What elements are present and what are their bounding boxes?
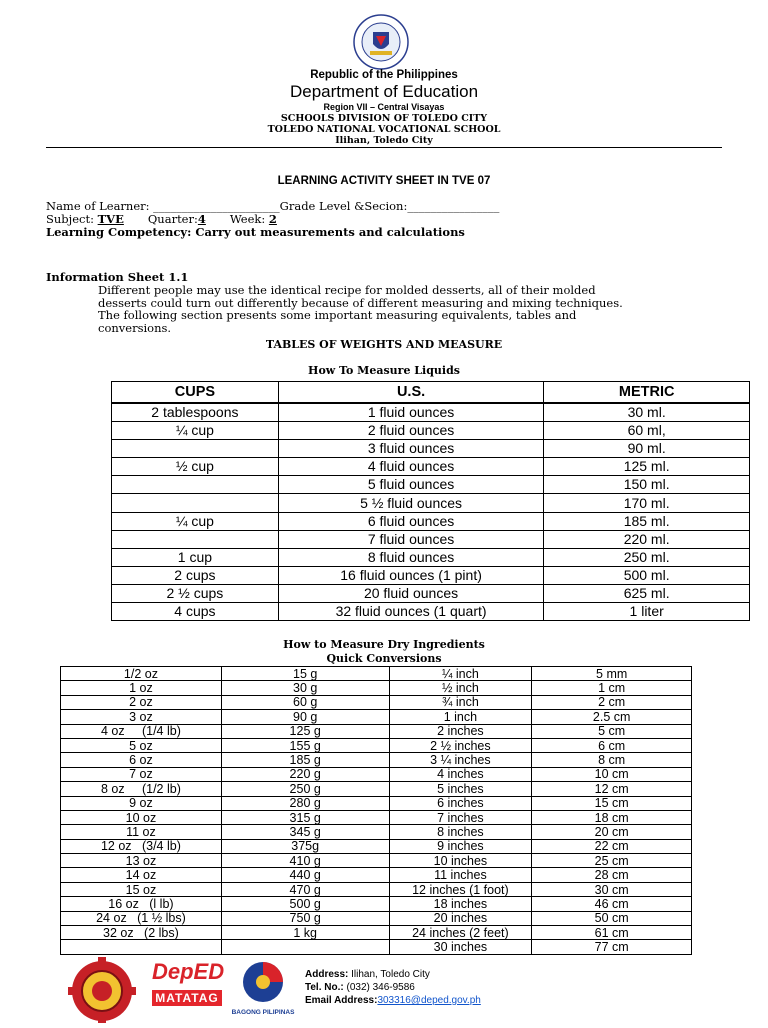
cups-cell: 2 ½ cups	[112, 584, 279, 602]
oz-cell: 8 oz (1/2 lb)	[61, 782, 222, 796]
oz-cell: 5 oz	[61, 738, 222, 752]
oz-cell: 13 oz	[61, 854, 222, 868]
table-row	[112, 440, 750, 458]
quarter-value: 4	[197, 212, 206, 226]
column-header-metric: METRIC	[544, 382, 750, 404]
table-row	[112, 512, 750, 530]
gram-cell: 750 g	[221, 911, 389, 925]
table-row	[61, 854, 692, 868]
metric-cell: 90 ml.	[544, 440, 750, 458]
cm-cell: 2.5 cm	[532, 710, 692, 724]
name-field	[46, 199, 499, 213]
oz-cell: 2 oz	[61, 695, 222, 709]
bagong-pilipinas-logo	[228, 958, 298, 1018]
oz-cell: 1 oz	[61, 681, 222, 695]
info-paragraph	[98, 284, 623, 334]
cm-cell: 6 cm	[532, 738, 692, 752]
inch-cell: 11 inches	[389, 868, 532, 882]
oz-cell: 15 oz	[61, 882, 222, 896]
table-row	[61, 782, 692, 796]
metric-cell: 1 liter	[544, 603, 750, 621]
metric-cell: 250 ml.	[544, 548, 750, 566]
table-row	[61, 710, 692, 724]
school-line: TOLEDO NATIONAL VOCATIONAL SCHOOL	[267, 124, 501, 135]
inch-cell: 8 inches	[389, 825, 532, 839]
footer-tel-value: (032) 346-9586	[346, 982, 415, 993]
oz-cell: 11 oz	[61, 825, 222, 839]
us-cell: 32 fluid ounces (1 quart)	[278, 603, 544, 621]
table-row	[112, 584, 750, 602]
table-row	[112, 603, 750, 621]
metric-cell: 625 ml.	[544, 584, 750, 602]
week-label: Week:	[229, 212, 269, 226]
gram-cell: 15 g	[221, 667, 389, 681]
inch-cell: 6 inches	[389, 796, 532, 810]
gram-cell: 185 g	[221, 753, 389, 767]
table-row	[61, 738, 692, 752]
cups-cell: 4 cups	[112, 603, 279, 621]
gram-cell: 30 g	[221, 681, 389, 695]
gram-cell: 125 g	[221, 724, 389, 738]
table-row	[61, 839, 692, 853]
inch-cell: 2 inches	[389, 724, 532, 738]
column-header-cups: CUPS	[112, 382, 279, 404]
subject-row	[46, 212, 277, 226]
address-line: Ilihan, Toledo City	[335, 135, 433, 146]
table-row	[112, 458, 750, 476]
dry-subtitle: Quick Conversions	[326, 652, 442, 665]
table-row	[61, 911, 692, 925]
gram-cell: 375g	[221, 839, 389, 853]
bagong-pilipinas-text: BAGONG PILIPINAS	[231, 1009, 295, 1016]
oz-cell: 24 oz (1 ½ lbs)	[61, 911, 222, 925]
competency: Learning Competency: Carry out measurements and calculations	[46, 225, 465, 239]
gram-cell	[221, 940, 389, 954]
cm-cell: 2 cm	[532, 695, 692, 709]
info-line-3: The following section presents some important measuring equivalents, tables and	[98, 308, 577, 322]
table-row	[61, 695, 692, 709]
table-row	[61, 897, 692, 911]
cm-cell: 18 cm	[532, 810, 692, 824]
table-row	[112, 476, 750, 494]
metric-cell: 30 ml.	[544, 403, 750, 422]
cm-cell: 20 cm	[532, 825, 692, 839]
table-row	[61, 681, 692, 695]
name-label: Name of Learner: ______________________	[46, 199, 280, 213]
footer-email-link[interactable]: 303316@deped.gov.ph	[377, 995, 481, 1006]
deped-matatag-logo	[152, 959, 225, 1016]
inch-cell: 30 inches	[389, 940, 532, 954]
inch-cell: 12 inches (1 foot)	[389, 882, 532, 896]
subject-label: Subject:	[46, 212, 98, 226]
inch-cell: ½ inch	[389, 681, 532, 695]
cups-cell: 2 tablespoons	[112, 403, 279, 422]
gram-cell: 315 g	[221, 810, 389, 824]
inch-cell: 7 inches	[389, 810, 532, 824]
gram-cell: 500 g	[221, 897, 389, 911]
cm-cell: 61 cm	[532, 926, 692, 940]
inch-cell: ¼ inch	[389, 667, 532, 681]
cm-cell: 15 cm	[532, 796, 692, 810]
footer-address-value: Ilihan, Toledo City	[351, 969, 430, 980]
gram-cell: 250 g	[221, 782, 389, 796]
matatag-wordmark: MATATAG	[152, 990, 222, 1006]
dry-table	[60, 666, 692, 955]
division-line: SCHOOLS DIVISION OF TOLEDO CITY	[280, 113, 488, 124]
cups-cell	[112, 530, 279, 548]
gram-cell: 345 g	[221, 825, 389, 839]
table-row	[112, 494, 750, 512]
oz-cell: 4 oz (1/4 lb)	[61, 724, 222, 738]
info-line-1: Different people may use the identical recipe for molded desserts, all of their molded	[98, 283, 596, 297]
cups-cell	[112, 476, 279, 494]
us-cell: 1 fluid ounces	[278, 403, 544, 422]
cm-cell: 5 cm	[532, 724, 692, 738]
cups-cell: ¼ cup	[112, 512, 279, 530]
us-cell: 7 fluid ounces	[278, 530, 544, 548]
oz-cell	[61, 940, 222, 954]
gram-cell: 410 g	[221, 854, 389, 868]
oz-cell: 14 oz	[61, 868, 222, 882]
oz-cell: 9 oz	[61, 796, 222, 810]
info-line-4: conversions.	[98, 320, 172, 335]
inch-cell: 1 inch	[389, 710, 532, 724]
cm-cell: 30 cm	[532, 882, 692, 896]
info-heading: Information Sheet 1.1	[46, 270, 189, 284]
us-cell: 5 ½ fluid ounces	[278, 494, 544, 512]
inch-cell: 20 inches	[389, 911, 532, 925]
region-line: Region VII – Central Visayas	[323, 102, 445, 112]
liquids-title: How To Measure Liquids	[308, 364, 460, 377]
table-row	[61, 940, 692, 954]
inch-cell: 2 ½ inches	[389, 738, 532, 752]
gram-cell: 60 g	[221, 695, 389, 709]
cm-cell: 22 cm	[532, 839, 692, 853]
cups-cell	[112, 494, 279, 512]
inch-cell: 3 ¼ inches	[389, 753, 532, 767]
cm-cell: 10 cm	[532, 767, 692, 781]
metric-cell: 500 ml.	[544, 566, 750, 584]
week-value: 2	[268, 212, 277, 226]
us-cell: 6 fluid ounces	[278, 512, 544, 530]
deped-wordmark: DepED	[152, 959, 225, 984]
cm-cell: 12 cm	[532, 782, 692, 796]
us-cell: 3 fluid ounces	[278, 440, 544, 458]
inch-cell: 24 inches (2 feet)	[389, 926, 532, 940]
oz-cell: 10 oz	[61, 810, 222, 824]
cups-cell	[112, 440, 279, 458]
grade-label: Grade Level &Secion:________________	[279, 199, 500, 213]
liquids-table	[111, 381, 750, 621]
footer-contact	[305, 968, 481, 1007]
info-line-2: desserts could turn out differently because of different measuring and mixing techniques.	[98, 295, 623, 310]
deped-seal	[330, 14, 432, 70]
footer-address-label: Address:	[305, 969, 352, 980]
cm-cell: 28 cm	[532, 868, 692, 882]
cups-cell: 1 cup	[112, 548, 279, 566]
inch-cell: ¾ inch	[389, 695, 532, 709]
cm-cell: 77 cm	[532, 940, 692, 954]
metric-cell: 185 ml.	[544, 512, 750, 530]
gram-cell: 155 g	[221, 738, 389, 752]
cups-cell: ¼ cup	[112, 422, 279, 440]
table-row	[61, 724, 692, 738]
oz-cell: 1/2 oz	[61, 667, 222, 681]
oz-cell: 32 oz (2 lbs)	[61, 926, 222, 940]
gram-cell: 440 g	[221, 868, 389, 882]
us-cell: 8 fluid ounces	[278, 548, 544, 566]
metric-cell: 170 ml.	[544, 494, 750, 512]
us-cell: 20 fluid ounces	[278, 584, 544, 602]
gram-cell: 470 g	[221, 882, 389, 896]
table-row	[61, 868, 692, 882]
metric-cell: 220 ml.	[544, 530, 750, 548]
gram-cell: 1 kg	[221, 926, 389, 940]
table-row	[61, 825, 692, 839]
cm-cell: 46 cm	[532, 897, 692, 911]
footer-tel-label: Tel. No.:	[305, 982, 347, 993]
oz-cell: 7 oz	[61, 767, 222, 781]
gram-cell: 90 g	[221, 710, 389, 724]
metric-cell: 150 ml.	[544, 476, 750, 494]
table-row	[112, 566, 750, 584]
table-header-row	[112, 382, 750, 404]
table-row	[61, 882, 692, 896]
inch-cell: 10 inches	[389, 854, 532, 868]
sheet-title: LEARNING ACTIVITY SHEET IN TVE 07	[277, 175, 491, 187]
oz-cell: 16 oz (l lb)	[61, 897, 222, 911]
table-row	[61, 926, 692, 940]
table-row	[61, 810, 692, 824]
inch-cell: 5 inches	[389, 782, 532, 796]
table-row	[112, 548, 750, 566]
quarter-label: Quarter:	[147, 212, 198, 226]
table-row	[61, 667, 692, 681]
cm-cell: 1 cm	[532, 681, 692, 695]
table-row	[112, 530, 750, 548]
cm-cell: 25 cm	[532, 854, 692, 868]
oz-cell: 3 oz	[61, 710, 222, 724]
cups-cell: ½ cup	[112, 458, 279, 476]
inch-cell: 4 inches	[389, 767, 532, 781]
metric-cell: 125 ml.	[544, 458, 750, 476]
oz-cell: 12 oz (3/4 lb)	[61, 839, 222, 853]
inch-cell: 9 inches	[389, 839, 532, 853]
table-row	[61, 796, 692, 810]
gram-cell: 220 g	[221, 767, 389, 781]
school-gear-logo	[62, 955, 142, 1023]
tables-title: TABLES OF WEIGHTS AND MEASURE	[265, 338, 503, 351]
department-title: Department of Education	[289, 82, 479, 101]
oz-cell: 6 oz	[61, 753, 222, 767]
cm-cell: 5 mm	[532, 667, 692, 681]
us-cell: 5 fluid ounces	[278, 476, 544, 494]
table-row	[112, 422, 750, 440]
table-row	[112, 403, 750, 422]
column-header-us: U.S.	[278, 382, 544, 404]
header-divider	[46, 147, 722, 148]
inch-cell: 18 inches	[389, 897, 532, 911]
cups-cell: 2 cups	[112, 566, 279, 584]
table-row	[61, 767, 692, 781]
us-cell: 4 fluid ounces	[278, 458, 544, 476]
us-cell: 2 fluid ounces	[278, 422, 544, 440]
cm-cell: 8 cm	[532, 753, 692, 767]
republic-line: Republic of the Philippines	[310, 69, 458, 81]
footer-email-label: Email Address:	[305, 995, 378, 1006]
us-cell: 16 fluid ounces (1 pint)	[278, 566, 544, 584]
subject-value: TVE	[97, 212, 124, 226]
cm-cell: 50 cm	[532, 911, 692, 925]
metric-cell: 60 ml,	[544, 422, 750, 440]
dry-title: How to Measure Dry Ingredients	[283, 638, 485, 651]
gram-cell: 280 g	[221, 796, 389, 810]
table-row	[61, 753, 692, 767]
